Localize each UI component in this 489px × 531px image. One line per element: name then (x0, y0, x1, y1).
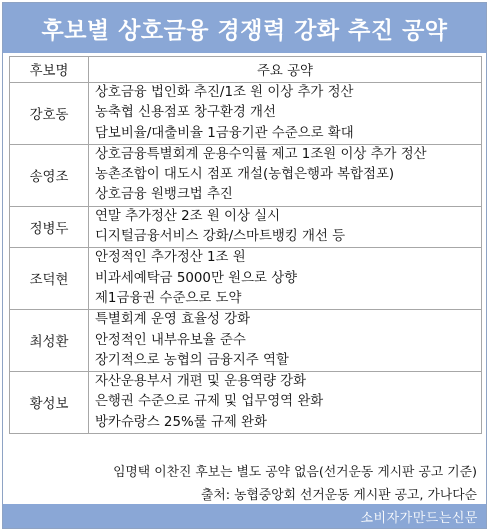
pledge-item: 농촌조합이 대도시 점포 개설(농협은행과 복합점포) (95, 167, 395, 183)
pledge-list (89, 248, 482, 310)
candidate-name: 최성환 (10, 310, 89, 372)
candidate-name: 정병두 (10, 206, 89, 248)
candidate-name: 강호동 (10, 83, 89, 145)
pledge-list (89, 206, 482, 248)
pledge-list (89, 372, 482, 434)
pledge-list (89, 144, 482, 206)
pledge-item: 장기적으로 농협의 금융지주 역할 (95, 352, 289, 368)
table-row (10, 83, 482, 145)
header-pledges: 주요 공약 (89, 57, 482, 83)
table-row (10, 248, 482, 310)
footer-bar (3, 504, 486, 528)
pledge-item: 특별회계 운영 효율성 강화 (95, 312, 251, 328)
candidate-name: 황성보 (10, 372, 89, 434)
header-candidate: 후보명 (10, 57, 89, 83)
pledge-list (89, 310, 482, 372)
table-row (10, 144, 482, 206)
footer-brand: 소비자가만드는신문 (360, 510, 478, 526)
pledge-item: 농축협 신용점포 창구환경 개선 (95, 105, 276, 121)
candidate-name: 송영조 (10, 144, 89, 206)
pledge-item: 연말 추가정산 2조 원 이상 실시 (95, 208, 281, 224)
pledge-item: 안정적인 추가정산 1조 원 (95, 250, 246, 266)
pledge-item: 상호금융 원뱅크법 추진 (95, 187, 233, 203)
source: 출처: 농협중앙회 선거운동 게시판 공고, 가나다순 (201, 488, 477, 503)
pledge-item: 상호금융 법인화 추진/1조 원 이상 추가 정산 (95, 85, 354, 100)
candidate-name: 조덕현 (10, 248, 89, 310)
pledge-item: 자산운용부서 개편 및 운용역량 강화 (95, 374, 307, 390)
pledge-item: 비과세예탁금 5000만 원으로 상향 (95, 270, 298, 286)
table-header-row (10, 57, 482, 83)
pledge-item: 제1금융권 수준으로 도약 (95, 290, 242, 306)
pledge-item: 안정적인 내부유보율 준수 (95, 332, 246, 348)
table-row (10, 206, 482, 248)
table-body (10, 83, 482, 434)
pledge-item: 상호금융특별회계 운용수익률 제고 1조원 이상 추가 정산 (95, 146, 427, 162)
table-row (10, 310, 482, 372)
pledge-item: 은행권 수준으로 규제 및 업무영역 완화 (95, 394, 324, 410)
note: 임명택 이찬진 후보는 별도 공약 없음(선거운동 게시판 공고 기준) (113, 465, 477, 480)
infographic-frame (2, 2, 487, 529)
table-row (10, 372, 482, 434)
pledge-item: 디지털금융서비스 강화/스마트뱅킹 개선 등 (95, 229, 346, 245)
pledge-list (89, 83, 482, 145)
pledge-item: 방카슈랑스 25%룰 규제 완화 (95, 414, 267, 430)
title-bar (3, 3, 486, 53)
page-title: 후보별 상호금융 경쟁력 강화 추진 공약 (41, 17, 448, 44)
pledge-item: 담보비율/대출비율 1금융기관 수준으로 확대 (95, 125, 354, 141)
pledge-table (9, 56, 482, 434)
